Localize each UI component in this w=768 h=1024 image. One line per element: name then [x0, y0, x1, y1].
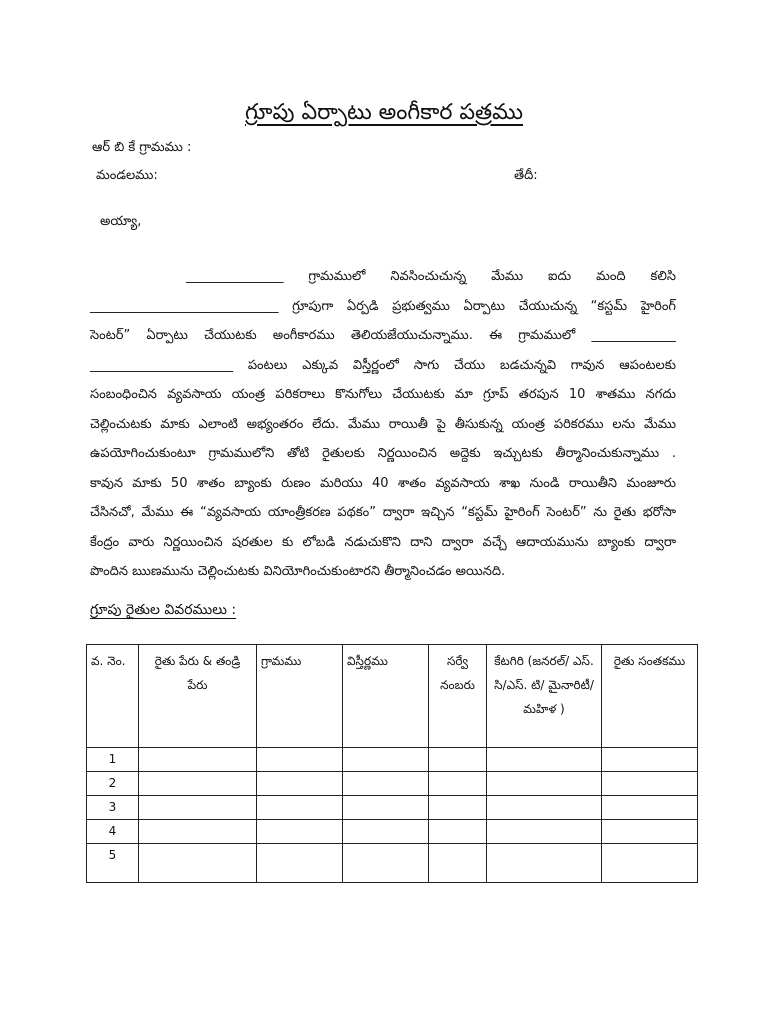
cell-survey-number[interactable]	[429, 748, 487, 772]
table-header-row	[87, 645, 698, 748]
cell-serial: 4	[87, 820, 139, 844]
paragraph-line: చేసినచో, మేము ఈ “వ్యవసాయ యాంత్రీకరణ పథకం” ద్వారా ఇచ్చిన “కస్టమ్ హైరింగ్ సెంటర్” ను రైతు భరోసా	[90, 505, 676, 520]
cell-survey-number[interactable]	[429, 796, 487, 820]
header-farmer-name: రైతు పేరు & తండ్రి పేరు	[139, 645, 257, 748]
cell-survey-number[interactable]	[429, 820, 487, 844]
cell-signature[interactable]	[602, 796, 698, 820]
cell-extent[interactable]	[343, 844, 429, 883]
rbk-village-label: ఆర్ బి కే గ్రామము :	[92, 140, 192, 155]
mandal-label: మండలము:	[96, 168, 158, 183]
paragraph-line: చెల్లించుటకు మాకు ఎలాంటి అభ్యంతరం లేదు. మేము రాయితీ పై తీసుకున్న యంత్ర పరికరము లను మేము	[90, 416, 676, 432]
table-row	[87, 772, 698, 796]
cell-village[interactable]	[257, 820, 343, 844]
table-row	[87, 820, 698, 844]
section-title: గ్రూపు రైతుల వివరములు :	[90, 602, 237, 618]
cell-farmer-name[interactable]	[139, 796, 257, 820]
table-row	[87, 748, 698, 772]
cell-signature[interactable]	[602, 844, 698, 883]
cell-farmer-name[interactable]	[139, 772, 257, 796]
cell-extent[interactable]	[343, 772, 429, 796]
cell-category[interactable]	[487, 796, 602, 820]
cell-village[interactable]	[257, 772, 343, 796]
cell-serial: 1	[87, 748, 139, 772]
cell-category[interactable]	[487, 748, 602, 772]
cell-category[interactable]	[487, 820, 602, 844]
paragraph-line: సంబంధించిన వ్యవసాయ యంత్ర పరికరాలు కొనుగోలు చేయుటకు మా గ్రూప్ తరపున 10 శాతము నగదు	[90, 387, 676, 402]
header-category: కేటగిరి (జనరల్/ ఎస్. సి/ఎస్. టి/ మైనారిటీ/ మహిళ )	[487, 645, 602, 748]
page-title: గ్రూపు ఏర్పాటు అంగీకార పత్రము	[244, 100, 524, 125]
paragraph-line: ఉపయోగించుకుంటూ గ్రామములోని తోటి రైతులకు నిర్ణయించిన అద్దెకు ఇచ్చుటకు తీర్మానించుకున్నాము .	[90, 446, 676, 461]
cell-category[interactable]	[487, 844, 602, 883]
header-survey-number: సర్వే నంబరు	[429, 645, 487, 748]
cell-serial: 3	[87, 796, 139, 820]
header-extent: విస్తీర్ణము	[343, 645, 429, 748]
paragraph-line: కేంద్రం వారు నిర్ణయించిన షరతుల కు లోబడి నడుచుకొని దాని ద్వారా వచ్చే ఆదాయమును బ్యాంకు ద్వారా	[90, 534, 676, 550]
cell-signature[interactable]	[602, 748, 698, 772]
agreement-paragraph	[90, 262, 676, 587]
cell-survey-number[interactable]	[429, 844, 487, 883]
header-village: గ్రామము	[257, 645, 343, 748]
cell-farmer-name[interactable]	[139, 844, 257, 883]
paragraph-line: పొందిన ఋణమును చెల్లించుటకు వినియోగించుకుంటారని తీర్మానించడం అయినది.	[90, 564, 506, 579]
cell-village[interactable]	[257, 844, 343, 883]
paragraph-line: కావున మాకు 50 శాతం బ్యాంకు రుణం మరియు 40 శాతం వ్యవసాయ శాఖ నుండి రాయితీని మంజూరు	[90, 475, 676, 491]
date-label: తేదీ:	[514, 168, 538, 183]
cell-survey-number[interactable]	[429, 772, 487, 796]
cell-village[interactable]	[257, 748, 343, 772]
header-serial-no: వ. నెం.	[87, 645, 139, 748]
cell-category[interactable]	[487, 772, 602, 796]
paragraph-line: సెంటర్” ఏర్పాటు చేయుటకు అంగీకారము తెలియజేయుచున్నాము. ఈ గ్రామములో _____________	[90, 328, 676, 343]
cell-village[interactable]	[257, 796, 343, 820]
paragraph-line: ______________________ పంటలు ఎక్కువ విస్తీర్ణంలో సాగు చేయు బడచున్నవి గావున ఆపంటలకు	[90, 357, 676, 373]
paragraph-line: _______________ గ్రామములో నివసించుచున్న మేము ఐదు మంది కలిసి	[186, 269, 676, 284]
cell-serial: 5	[87, 844, 139, 883]
paragraph-line: _____________________________ గ్రూపుగా ఏర్పడి ప్రభుత్వము ఏర్పాటు చేయుచున్న “కస్టమ్ హైరింగ్	[90, 298, 676, 314]
cell-farmer-name[interactable]	[139, 748, 257, 772]
cell-extent[interactable]	[343, 820, 429, 844]
farmers-table	[86, 644, 698, 883]
header-signature: రైతు సంతకము	[602, 645, 698, 748]
cell-extent[interactable]	[343, 748, 429, 772]
cell-farmer-name[interactable]	[139, 820, 257, 844]
table-row	[87, 844, 698, 883]
salutation: అయ్యా,	[100, 214, 142, 229]
cell-signature[interactable]	[602, 820, 698, 844]
cell-serial: 2	[87, 772, 139, 796]
cell-extent[interactable]	[343, 796, 429, 820]
table-row	[87, 796, 698, 820]
cell-signature[interactable]	[602, 772, 698, 796]
